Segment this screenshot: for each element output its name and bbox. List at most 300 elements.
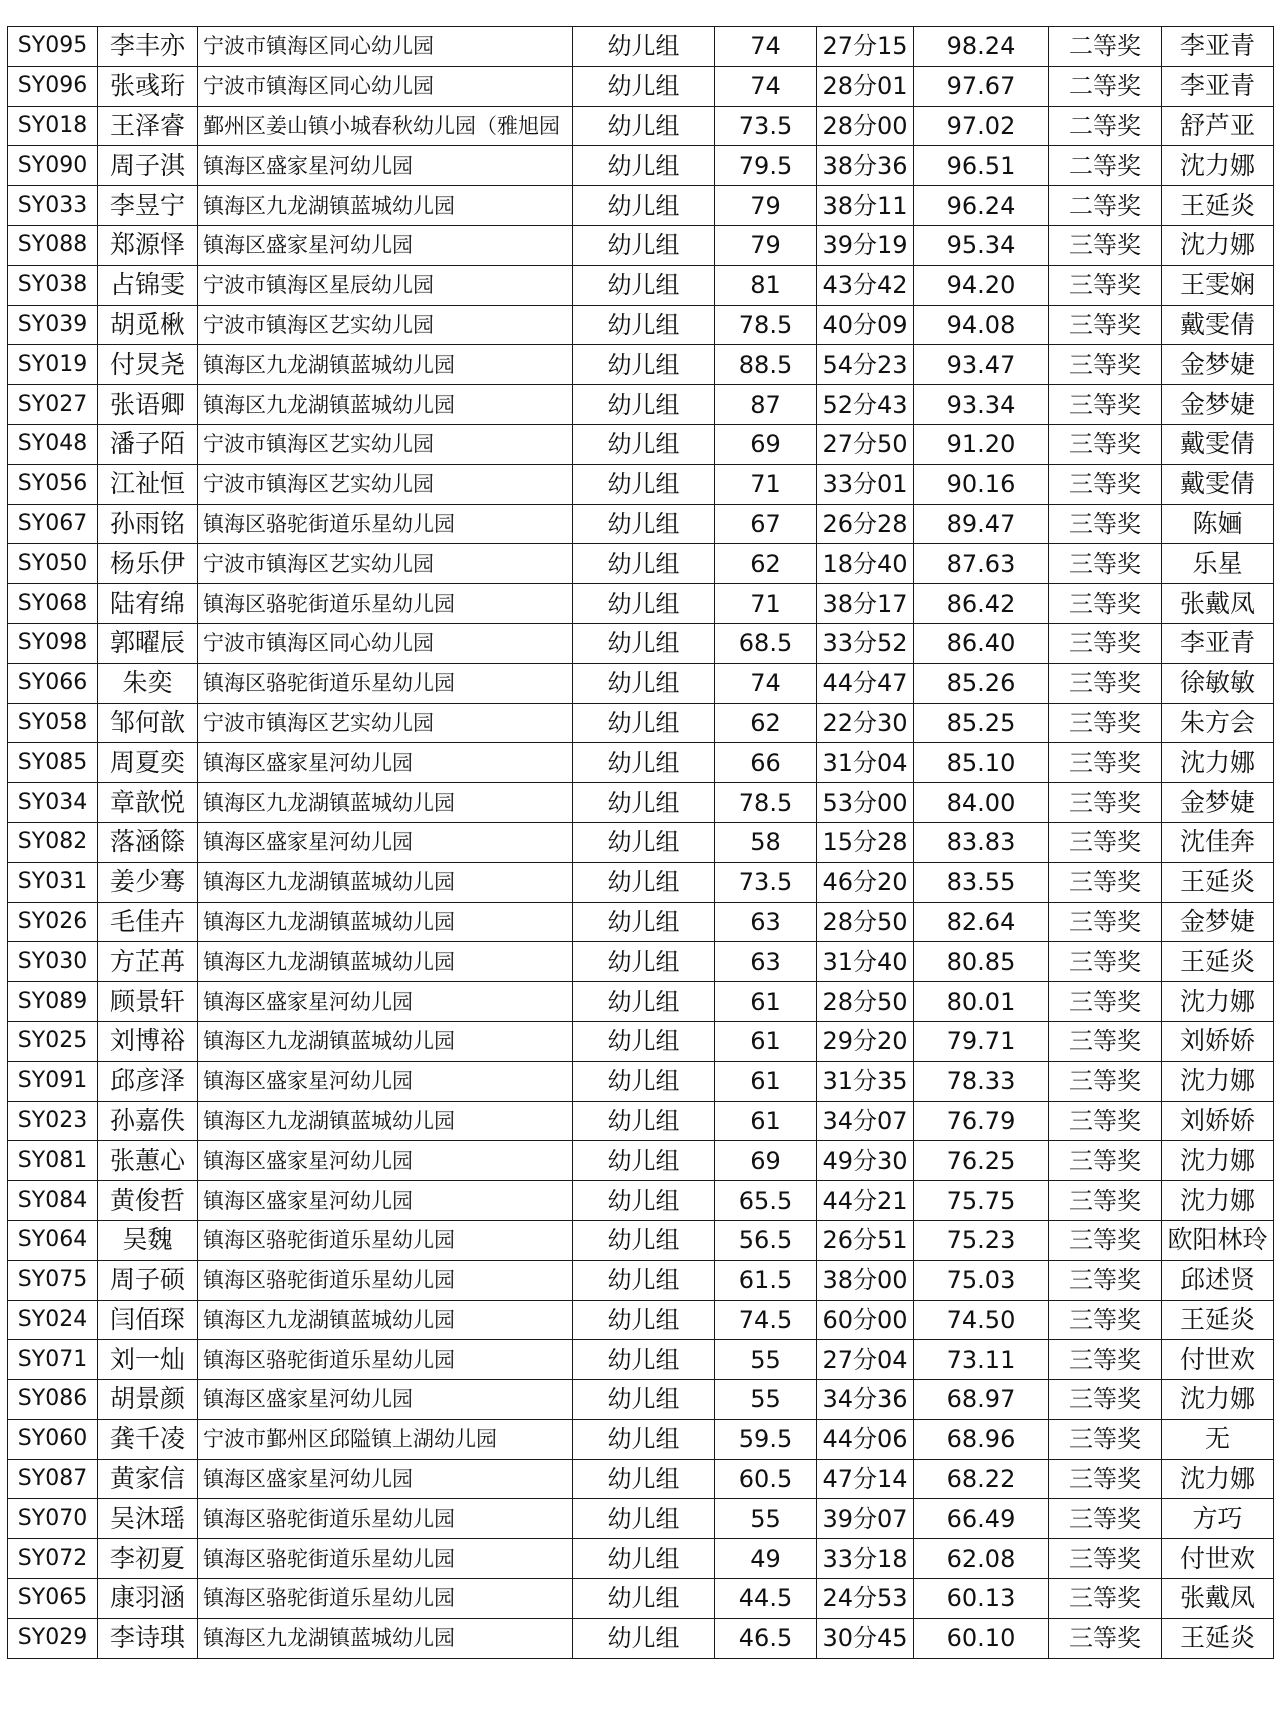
group-cell: 幼儿组 <box>573 1260 715 1300</box>
award-cell: 三等奖 <box>1049 743 1162 783</box>
group-cell: 幼儿组 <box>573 1539 715 1579</box>
student-name-cell: 李丰亦 <box>98 27 198 67</box>
group-cell: 幼儿组 <box>573 703 715 743</box>
entry-id-cell: SY070 <box>8 1499 98 1539</box>
group-cell: 幼儿组 <box>573 1101 715 1141</box>
instructor-cell: 刘娇娇 <box>1162 1021 1274 1061</box>
entry-id-cell: SY071 <box>8 1340 98 1380</box>
instructor-cell: 沈力娜 <box>1162 225 1274 265</box>
time-cell: 43分42 <box>817 265 914 305</box>
student-name-cell: 孙雨铭 <box>98 504 198 544</box>
instructor-cell: 沈力娜 <box>1162 146 1274 186</box>
total-score-cell: 94.08 <box>914 305 1049 345</box>
award-cell: 三等奖 <box>1049 504 1162 544</box>
table-row <box>8 902 1274 942</box>
score-cell: 69 <box>715 1141 817 1181</box>
student-name-cell: 闫佰琛 <box>98 1300 198 1340</box>
group-cell: 幼儿组 <box>573 27 715 67</box>
score-cell: 62 <box>715 703 817 743</box>
award-cell: 三等奖 <box>1049 544 1162 584</box>
award-cell: 三等奖 <box>1049 225 1162 265</box>
award-cell: 三等奖 <box>1049 1260 1162 1300</box>
score-cell: 55 <box>715 1380 817 1420</box>
instructor-cell: 沈力娜 <box>1162 982 1274 1022</box>
instructor-cell: 付世欢 <box>1162 1340 1274 1380</box>
entry-id-cell: SY026 <box>8 902 98 942</box>
time-cell: 44分21 <box>817 1181 914 1221</box>
award-cell: 三等奖 <box>1049 345 1162 385</box>
total-score-cell: 97.67 <box>914 66 1049 106</box>
table-row <box>8 663 1274 703</box>
school-cell: 镇海区九龙湖镇蓝城幼儿园 <box>198 783 573 823</box>
table-row <box>8 464 1274 504</box>
group-cell: 幼儿组 <box>573 1419 715 1459</box>
table-row <box>8 1499 1274 1539</box>
instructor-cell: 金梦婕 <box>1162 783 1274 823</box>
table-row <box>8 1539 1274 1579</box>
student-name-cell: 吴魏 <box>98 1220 198 1260</box>
table-row <box>8 942 1274 982</box>
score-cell: 60.5 <box>715 1459 817 1499</box>
student-name-cell: 王泽睿 <box>98 106 198 146</box>
instructor-cell: 王延炎 <box>1162 862 1274 902</box>
award-cell: 三等奖 <box>1049 584 1162 624</box>
school-cell: 宁波市镇海区艺实幼儿园 <box>198 424 573 464</box>
group-cell: 幼儿组 <box>573 106 715 146</box>
table-row <box>8 424 1274 464</box>
time-cell: 53分00 <box>817 783 914 823</box>
award-cell: 三等奖 <box>1049 1101 1162 1141</box>
total-score-cell: 80.01 <box>914 982 1049 1022</box>
student-name-cell: 龚千凌 <box>98 1419 198 1459</box>
score-cell: 78.5 <box>715 305 817 345</box>
time-cell: 52分43 <box>817 385 914 425</box>
award-cell: 三等奖 <box>1049 783 1162 823</box>
score-cell: 87 <box>715 385 817 425</box>
table-row <box>8 1380 1274 1420</box>
school-cell: 镇海区九龙湖镇蓝城幼儿园 <box>198 1021 573 1061</box>
score-cell: 73.5 <box>715 106 817 146</box>
group-cell: 幼儿组 <box>573 424 715 464</box>
instructor-cell: 沈力娜 <box>1162 1459 1274 1499</box>
award-cell: 二等奖 <box>1049 146 1162 186</box>
award-cell: 三等奖 <box>1049 1021 1162 1061</box>
award-cell: 三等奖 <box>1049 663 1162 703</box>
group-cell: 幼儿组 <box>573 305 715 345</box>
total-score-cell: 93.47 <box>914 345 1049 385</box>
group-cell: 幼儿组 <box>573 1300 715 1340</box>
table-body <box>8 27 1274 1659</box>
school-cell: 镇海区盛家星河幼儿园 <box>198 225 573 265</box>
student-name-cell: 黄俊哲 <box>98 1181 198 1221</box>
entry-id-cell: SY058 <box>8 703 98 743</box>
total-score-cell: 79.71 <box>914 1021 1049 1061</box>
group-cell: 幼儿组 <box>573 783 715 823</box>
school-cell: 镇海区盛家星河幼儿园 <box>198 743 573 783</box>
instructor-cell: 王延炎 <box>1162 1300 1274 1340</box>
student-name-cell: 潘子陌 <box>98 424 198 464</box>
student-name-cell: 朱奕 <box>98 663 198 703</box>
time-cell: 15分28 <box>817 822 914 862</box>
table-row <box>8 106 1274 146</box>
table-row <box>8 982 1274 1022</box>
total-score-cell: 82.64 <box>914 902 1049 942</box>
total-score-cell: 87.63 <box>914 544 1049 584</box>
score-cell: 65.5 <box>715 1181 817 1221</box>
group-cell: 幼儿组 <box>573 822 715 862</box>
school-cell: 宁波市镇海区艺实幼儿园 <box>198 544 573 584</box>
student-name-cell: 杨乐伊 <box>98 544 198 584</box>
total-score-cell: 97.02 <box>914 106 1049 146</box>
time-cell: 28分00 <box>817 106 914 146</box>
time-cell: 38分36 <box>817 146 914 186</box>
school-cell: 镇海区九龙湖镇蓝城幼儿园 <box>198 1300 573 1340</box>
group-cell: 幼儿组 <box>573 66 715 106</box>
score-cell: 62 <box>715 544 817 584</box>
group-cell: 幼儿组 <box>573 1380 715 1420</box>
award-cell: 三等奖 <box>1049 1618 1162 1658</box>
score-cell: 59.5 <box>715 1419 817 1459</box>
school-cell: 镇海区盛家星河幼儿园 <box>198 1181 573 1221</box>
time-cell: 31分04 <box>817 743 914 783</box>
instructor-cell: 戴雯倩 <box>1162 305 1274 345</box>
award-cell: 三等奖 <box>1049 1300 1162 1340</box>
student-name-cell: 章歆悦 <box>98 783 198 823</box>
award-cell: 三等奖 <box>1049 862 1162 902</box>
table-row <box>8 1618 1274 1658</box>
table-row <box>8 822 1274 862</box>
group-cell: 幼儿组 <box>573 186 715 226</box>
table-row <box>8 743 1274 783</box>
group-cell: 幼儿组 <box>573 345 715 385</box>
time-cell: 39分19 <box>817 225 914 265</box>
instructor-cell: 戴雯倩 <box>1162 424 1274 464</box>
group-cell: 幼儿组 <box>573 584 715 624</box>
award-cell: 三等奖 <box>1049 1340 1162 1380</box>
student-name-cell: 康羽涵 <box>98 1579 198 1619</box>
table-row <box>8 1459 1274 1499</box>
award-cell: 三等奖 <box>1049 623 1162 663</box>
total-score-cell: 66.49 <box>914 1499 1049 1539</box>
school-cell: 镇海区九龙湖镇蓝城幼儿园 <box>198 942 573 982</box>
award-cell: 三等奖 <box>1049 1181 1162 1221</box>
group-cell: 幼儿组 <box>573 1141 715 1181</box>
group-cell: 幼儿组 <box>573 982 715 1022</box>
score-cell: 61 <box>715 1061 817 1101</box>
entry-id-cell: SY098 <box>8 623 98 663</box>
school-cell: 镇海区盛家星河幼儿园 <box>198 982 573 1022</box>
score-cell: 69 <box>715 424 817 464</box>
group-cell: 幼儿组 <box>573 1579 715 1619</box>
score-cell: 74 <box>715 66 817 106</box>
award-cell: 三等奖 <box>1049 1459 1162 1499</box>
group-cell: 幼儿组 <box>573 464 715 504</box>
time-cell: 18分40 <box>817 544 914 584</box>
school-cell: 镇海区盛家星河幼儿园 <box>198 1141 573 1181</box>
award-cell: 三等奖 <box>1049 902 1162 942</box>
school-cell: 镇海区九龙湖镇蓝城幼儿园 <box>198 385 573 425</box>
school-cell: 镇海区盛家星河幼儿园 <box>198 1061 573 1101</box>
entry-id-cell: SY024 <box>8 1300 98 1340</box>
time-cell: 47分14 <box>817 1459 914 1499</box>
group-cell: 幼儿组 <box>573 862 715 902</box>
total-score-cell: 68.22 <box>914 1459 1049 1499</box>
student-name-cell: 邹何歆 <box>98 703 198 743</box>
student-name-cell: 胡景颜 <box>98 1380 198 1420</box>
instructor-cell: 沈力娜 <box>1162 1061 1274 1101</box>
instructor-cell: 方巧 <box>1162 1499 1274 1539</box>
student-name-cell: 江祉恒 <box>98 464 198 504</box>
total-score-cell: 85.10 <box>914 743 1049 783</box>
time-cell: 27分50 <box>817 424 914 464</box>
group-cell: 幼儿组 <box>573 623 715 663</box>
entry-id-cell: SY056 <box>8 464 98 504</box>
instructor-cell: 沈力娜 <box>1162 1141 1274 1181</box>
school-cell: 镇海区九龙湖镇蓝城幼儿园 <box>198 1101 573 1141</box>
instructor-cell: 沈力娜 <box>1162 1181 1274 1221</box>
score-cell: 88.5 <box>715 345 817 385</box>
instructor-cell: 金梦婕 <box>1162 345 1274 385</box>
school-cell: 宁波市镇海区艺实幼儿园 <box>198 464 573 504</box>
score-cell: 55 <box>715 1499 817 1539</box>
table-row <box>8 1419 1274 1459</box>
total-score-cell: 76.25 <box>914 1141 1049 1181</box>
entry-id-cell: SY030 <box>8 942 98 982</box>
school-cell: 镇海区盛家星河幼儿园 <box>198 1459 573 1499</box>
time-cell: 34分07 <box>817 1101 914 1141</box>
entry-id-cell: SY065 <box>8 1579 98 1619</box>
entry-id-cell: SY048 <box>8 424 98 464</box>
table-row <box>8 544 1274 584</box>
group-cell: 幼儿组 <box>573 1181 715 1221</box>
school-cell: 镇海区骆驼街道乐星幼儿园 <box>198 584 573 624</box>
total-score-cell: 73.11 <box>914 1340 1049 1380</box>
table-row <box>8 66 1274 106</box>
award-cell: 三等奖 <box>1049 1579 1162 1619</box>
entry-id-cell: SY086 <box>8 1380 98 1420</box>
entry-id-cell: SY027 <box>8 385 98 425</box>
total-score-cell: 94.20 <box>914 265 1049 305</box>
score-cell: 44.5 <box>715 1579 817 1619</box>
total-score-cell: 62.08 <box>914 1539 1049 1579</box>
total-score-cell: 85.25 <box>914 703 1049 743</box>
school-cell: 镇海区骆驼街道乐星幼儿园 <box>198 1499 573 1539</box>
student-name-cell: 黄家信 <box>98 1459 198 1499</box>
time-cell: 33分18 <box>817 1539 914 1579</box>
instructor-cell: 李亚青 <box>1162 623 1274 663</box>
score-cell: 79.5 <box>715 146 817 186</box>
entry-id-cell: SY019 <box>8 345 98 385</box>
entry-id-cell: SY023 <box>8 1101 98 1141</box>
table-row <box>8 385 1274 425</box>
award-cell: 三等奖 <box>1049 1380 1162 1420</box>
school-cell: 宁波市镇海区艺实幼儿园 <box>198 305 573 345</box>
entry-id-cell: SY096 <box>8 66 98 106</box>
total-score-cell: 96.24 <box>914 186 1049 226</box>
total-score-cell: 68.96 <box>914 1419 1049 1459</box>
table-row <box>8 1181 1274 1221</box>
table-row <box>8 146 1274 186</box>
school-cell: 宁波市镇海区同心幼儿园 <box>198 623 573 663</box>
school-cell: 镇海区九龙湖镇蓝城幼儿园 <box>198 1618 573 1658</box>
table-row <box>8 1340 1274 1380</box>
instructor-cell: 刘娇娇 <box>1162 1101 1274 1141</box>
time-cell: 34分36 <box>817 1380 914 1420</box>
time-cell: 26分51 <box>817 1220 914 1260</box>
instructor-cell: 沈力娜 <box>1162 743 1274 783</box>
award-cell: 三等奖 <box>1049 822 1162 862</box>
time-cell: 27分15 <box>817 27 914 67</box>
score-cell: 71 <box>715 584 817 624</box>
total-score-cell: 74.50 <box>914 1300 1049 1340</box>
time-cell: 49分30 <box>817 1141 914 1181</box>
total-score-cell: 96.51 <box>914 146 1049 186</box>
award-cell: 二等奖 <box>1049 186 1162 226</box>
student-name-cell: 张彧珩 <box>98 66 198 106</box>
entry-id-cell: SY091 <box>8 1061 98 1101</box>
score-cell: 61.5 <box>715 1260 817 1300</box>
student-name-cell: 周夏奕 <box>98 743 198 783</box>
score-cell: 74 <box>715 27 817 67</box>
student-name-cell: 周子硕 <box>98 1260 198 1300</box>
group-cell: 幼儿组 <box>573 1220 715 1260</box>
award-cell: 三等奖 <box>1049 1419 1162 1459</box>
group-cell: 幼儿组 <box>573 743 715 783</box>
total-score-cell: 85.26 <box>914 663 1049 703</box>
score-cell: 74 <box>715 663 817 703</box>
entry-id-cell: SY095 <box>8 27 98 67</box>
total-score-cell: 75.03 <box>914 1260 1049 1300</box>
entry-id-cell: SY031 <box>8 862 98 902</box>
table-row <box>8 703 1274 743</box>
group-cell: 幼儿组 <box>573 1340 715 1380</box>
school-cell: 宁波市鄞州区邱隘镇上湖幼儿园 <box>198 1419 573 1459</box>
time-cell: 38分17 <box>817 584 914 624</box>
score-cell: 71 <box>715 464 817 504</box>
score-cell: 78.5 <box>715 783 817 823</box>
time-cell: 28分50 <box>817 902 914 942</box>
school-cell: 镇海区九龙湖镇蓝城幼儿园 <box>198 186 573 226</box>
student-name-cell: 刘博裕 <box>98 1021 198 1061</box>
table-row <box>8 584 1274 624</box>
instructor-cell: 乐星 <box>1162 544 1274 584</box>
student-name-cell: 李昱宁 <box>98 186 198 226</box>
entry-id-cell: SY081 <box>8 1141 98 1181</box>
school-cell: 镇海区九龙湖镇蓝城幼儿园 <box>198 345 573 385</box>
student-name-cell: 占锦雯 <box>98 265 198 305</box>
award-cell: 三等奖 <box>1049 464 1162 504</box>
student-name-cell: 落涵篨 <box>98 822 198 862</box>
total-score-cell: 83.55 <box>914 862 1049 902</box>
table-row <box>8 225 1274 265</box>
entry-id-cell: SY068 <box>8 584 98 624</box>
total-score-cell: 60.13 <box>914 1579 1049 1619</box>
instructor-cell: 王延炎 <box>1162 1618 1274 1658</box>
student-name-cell: 陆宥绵 <box>98 584 198 624</box>
table-row <box>8 1300 1274 1340</box>
student-name-cell: 张语卿 <box>98 385 198 425</box>
table-row <box>8 265 1274 305</box>
school-cell: 镇海区骆驼街道乐星幼儿园 <box>198 1220 573 1260</box>
entry-id-cell: SY085 <box>8 743 98 783</box>
instructor-cell: 王延炎 <box>1162 186 1274 226</box>
school-cell: 镇海区骆驼街道乐星幼儿园 <box>198 504 573 544</box>
time-cell: 28分01 <box>817 66 914 106</box>
instructor-cell: 欧阳林玲 <box>1162 1220 1274 1260</box>
award-cell: 三等奖 <box>1049 1220 1162 1260</box>
table-row <box>8 1579 1274 1619</box>
table-row <box>8 1061 1274 1101</box>
entry-id-cell: SY082 <box>8 822 98 862</box>
student-name-cell: 姜少骞 <box>98 862 198 902</box>
student-name-cell: 方芷苒 <box>98 942 198 982</box>
time-cell: 39分07 <box>817 1499 914 1539</box>
score-cell: 61 <box>715 1101 817 1141</box>
time-cell: 31分35 <box>817 1061 914 1101</box>
score-cell: 58 <box>715 822 817 862</box>
results-sheet <box>7 26 1274 1659</box>
entry-id-cell: SY050 <box>8 544 98 584</box>
award-cell: 三等奖 <box>1049 703 1162 743</box>
entry-id-cell: SY072 <box>8 1539 98 1579</box>
entry-id-cell: SY060 <box>8 1419 98 1459</box>
instructor-cell: 付世欢 <box>1162 1539 1274 1579</box>
total-score-cell: 75.23 <box>914 1220 1049 1260</box>
group-cell: 幼儿组 <box>573 385 715 425</box>
instructor-cell: 李亚青 <box>1162 66 1274 106</box>
entry-id-cell: SY025 <box>8 1021 98 1061</box>
entry-id-cell: SY090 <box>8 146 98 186</box>
award-cell: 二等奖 <box>1049 27 1162 67</box>
student-name-cell: 郭曜辰 <box>98 623 198 663</box>
entry-id-cell: SY034 <box>8 783 98 823</box>
time-cell: 33分01 <box>817 464 914 504</box>
time-cell: 44分47 <box>817 663 914 703</box>
school-cell: 镇海区骆驼街道乐星幼儿园 <box>198 1539 573 1579</box>
school-cell: 镇海区骆驼街道乐星幼儿园 <box>198 663 573 703</box>
entry-id-cell: SY033 <box>8 186 98 226</box>
time-cell: 60分00 <box>817 1300 914 1340</box>
total-score-cell: 84.00 <box>914 783 1049 823</box>
score-cell: 63 <box>715 942 817 982</box>
total-score-cell: 68.97 <box>914 1380 1049 1420</box>
table-row <box>8 1141 1274 1181</box>
school-cell: 宁波市镇海区星辰幼儿园 <box>198 265 573 305</box>
student-name-cell: 吴沐瑶 <box>98 1499 198 1539</box>
time-cell: 27分04 <box>817 1340 914 1380</box>
school-cell: 镇海区九龙湖镇蓝城幼儿园 <box>198 902 573 942</box>
school-cell: 宁波市镇海区同心幼儿园 <box>198 27 573 67</box>
group-cell: 幼儿组 <box>573 1021 715 1061</box>
total-score-cell: 75.75 <box>914 1181 1049 1221</box>
student-name-cell: 毛佳卉 <box>98 902 198 942</box>
group-cell: 幼儿组 <box>573 1618 715 1658</box>
instructor-cell: 金梦婕 <box>1162 902 1274 942</box>
school-cell: 鄞州区姜山镇小城春秋幼儿园（雅旭园 <box>198 106 573 146</box>
group-cell: 幼儿组 <box>573 544 715 584</box>
student-name-cell: 顾景轩 <box>98 982 198 1022</box>
time-cell: 54分23 <box>817 345 914 385</box>
group-cell: 幼儿组 <box>573 146 715 186</box>
score-cell: 67 <box>715 504 817 544</box>
table-row <box>8 1260 1274 1300</box>
time-cell: 38分00 <box>817 1260 914 1300</box>
group-cell: 幼儿组 <box>573 1061 715 1101</box>
student-name-cell: 胡觅楸 <box>98 305 198 345</box>
total-score-cell: 86.40 <box>914 623 1049 663</box>
entry-id-cell: SY087 <box>8 1459 98 1499</box>
entry-id-cell: SY089 <box>8 982 98 1022</box>
